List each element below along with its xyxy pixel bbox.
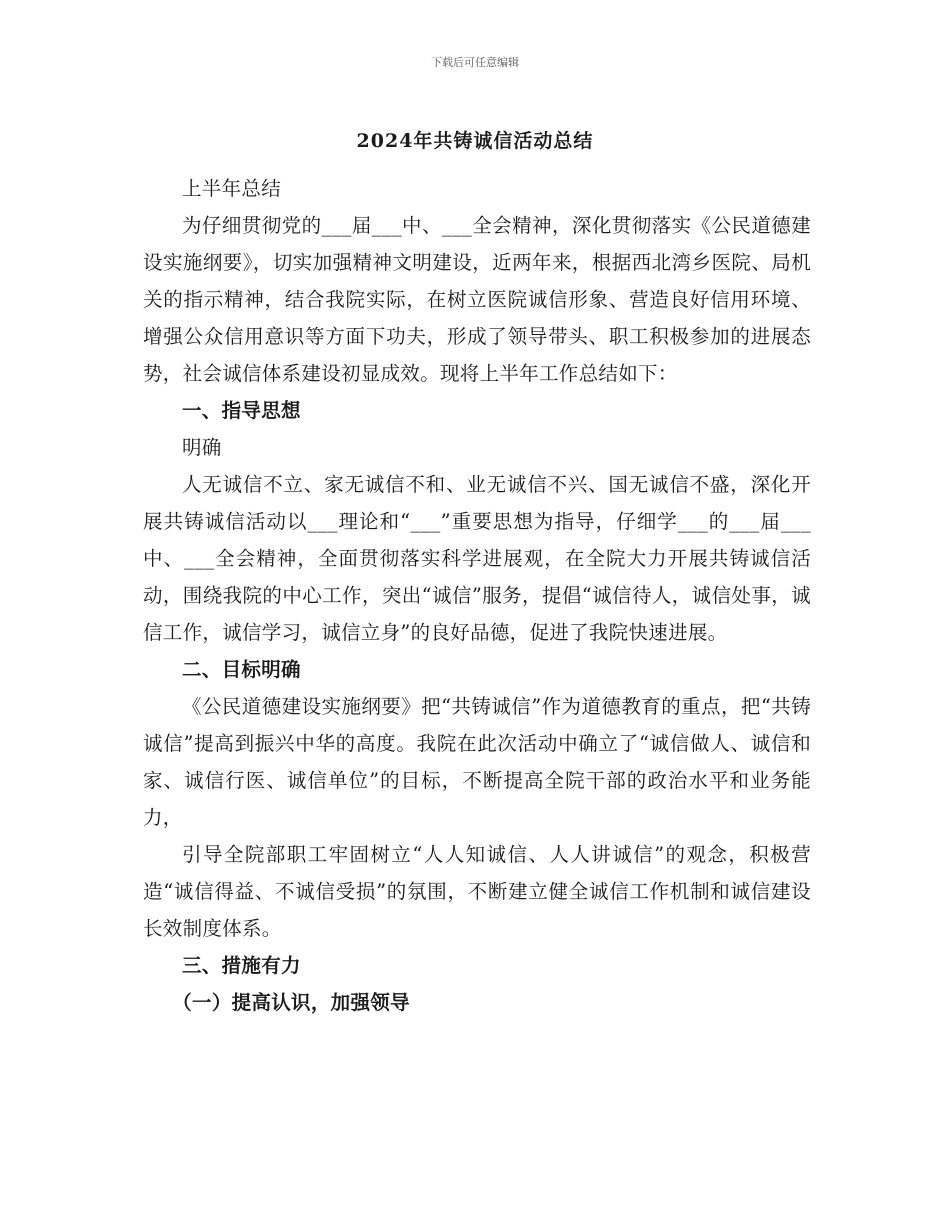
subsection-heading-awareness: （一）提高认识，加强领导 <box>172 991 410 1014</box>
paragraph-goals: 《公民道德建设实施纲要》把“共铸诚信”作为道德教育的重点，把“共铸诚信”提高到振兴中华的高度。我院在此次活动中确立了“诚信做人、诚信和家、诚信行医、诚信单位”的目标，不断提高全院干部的政治水平和业务能力， <box>143 695 811 829</box>
paragraph-intro: 为仔细贯彻党的___届___中、___全会精神，深化贯彻落实《公民道德建设实施纲要》，切实加强精神文明建设，近两年来，根据西北湾乡医院、局机关的指示精神，结合我院实际，在树立医院诚信形象、营造良好信用环境、增强公众信用意识等方面下功夫，形成了领导带头、职工积极参加的进展态势，社会诚信体系建设初显成效。现将上半年工作总结如下： <box>143 214 811 385</box>
section-heading-guiding-ideology: 一、指导思想 <box>182 399 301 422</box>
page-header: 下载后可任意编辑 <box>431 56 519 69</box>
document-body <box>143 170 811 1021</box>
section-heading-clear-goals: 二、目标明确 <box>182 658 301 681</box>
paragraph-guidance: 引导全院部职工牢固树立“人人知诚信、人人讲诚信”的观念，积极营造“诚信得益、不诚信受损”的氛围，不断建立健全诚信工作机制和诚信建设长效制度体系。 <box>143 843 811 940</box>
paragraph-clear: 明确 <box>182 436 222 459</box>
paragraph-first-half-summary: 上半年总结 <box>182 177 282 200</box>
document-title: 2024年共铸诚信活动总结 <box>356 130 594 152</box>
paragraph-guiding-ideology: 人无诚信不立、家无诚信不和、业无诚信不兴、国无诚信不盛，深化开展共铸诚信活动以___理论和“___”重要思想为指导，仔细学___的___届___中、___全会精神，全面贯彻落实科学进展观，在全院大力开展共铸诚信活动，围绕我院的中心工作，突出“诚信”服务，提倡“诚信待人，诚信处事，诚信工作，诚信学习，诚信立身”的良好品德，促进了我院快速进展。 <box>143 473 811 644</box>
section-heading-measures: 三、措施有力 <box>182 954 301 977</box>
